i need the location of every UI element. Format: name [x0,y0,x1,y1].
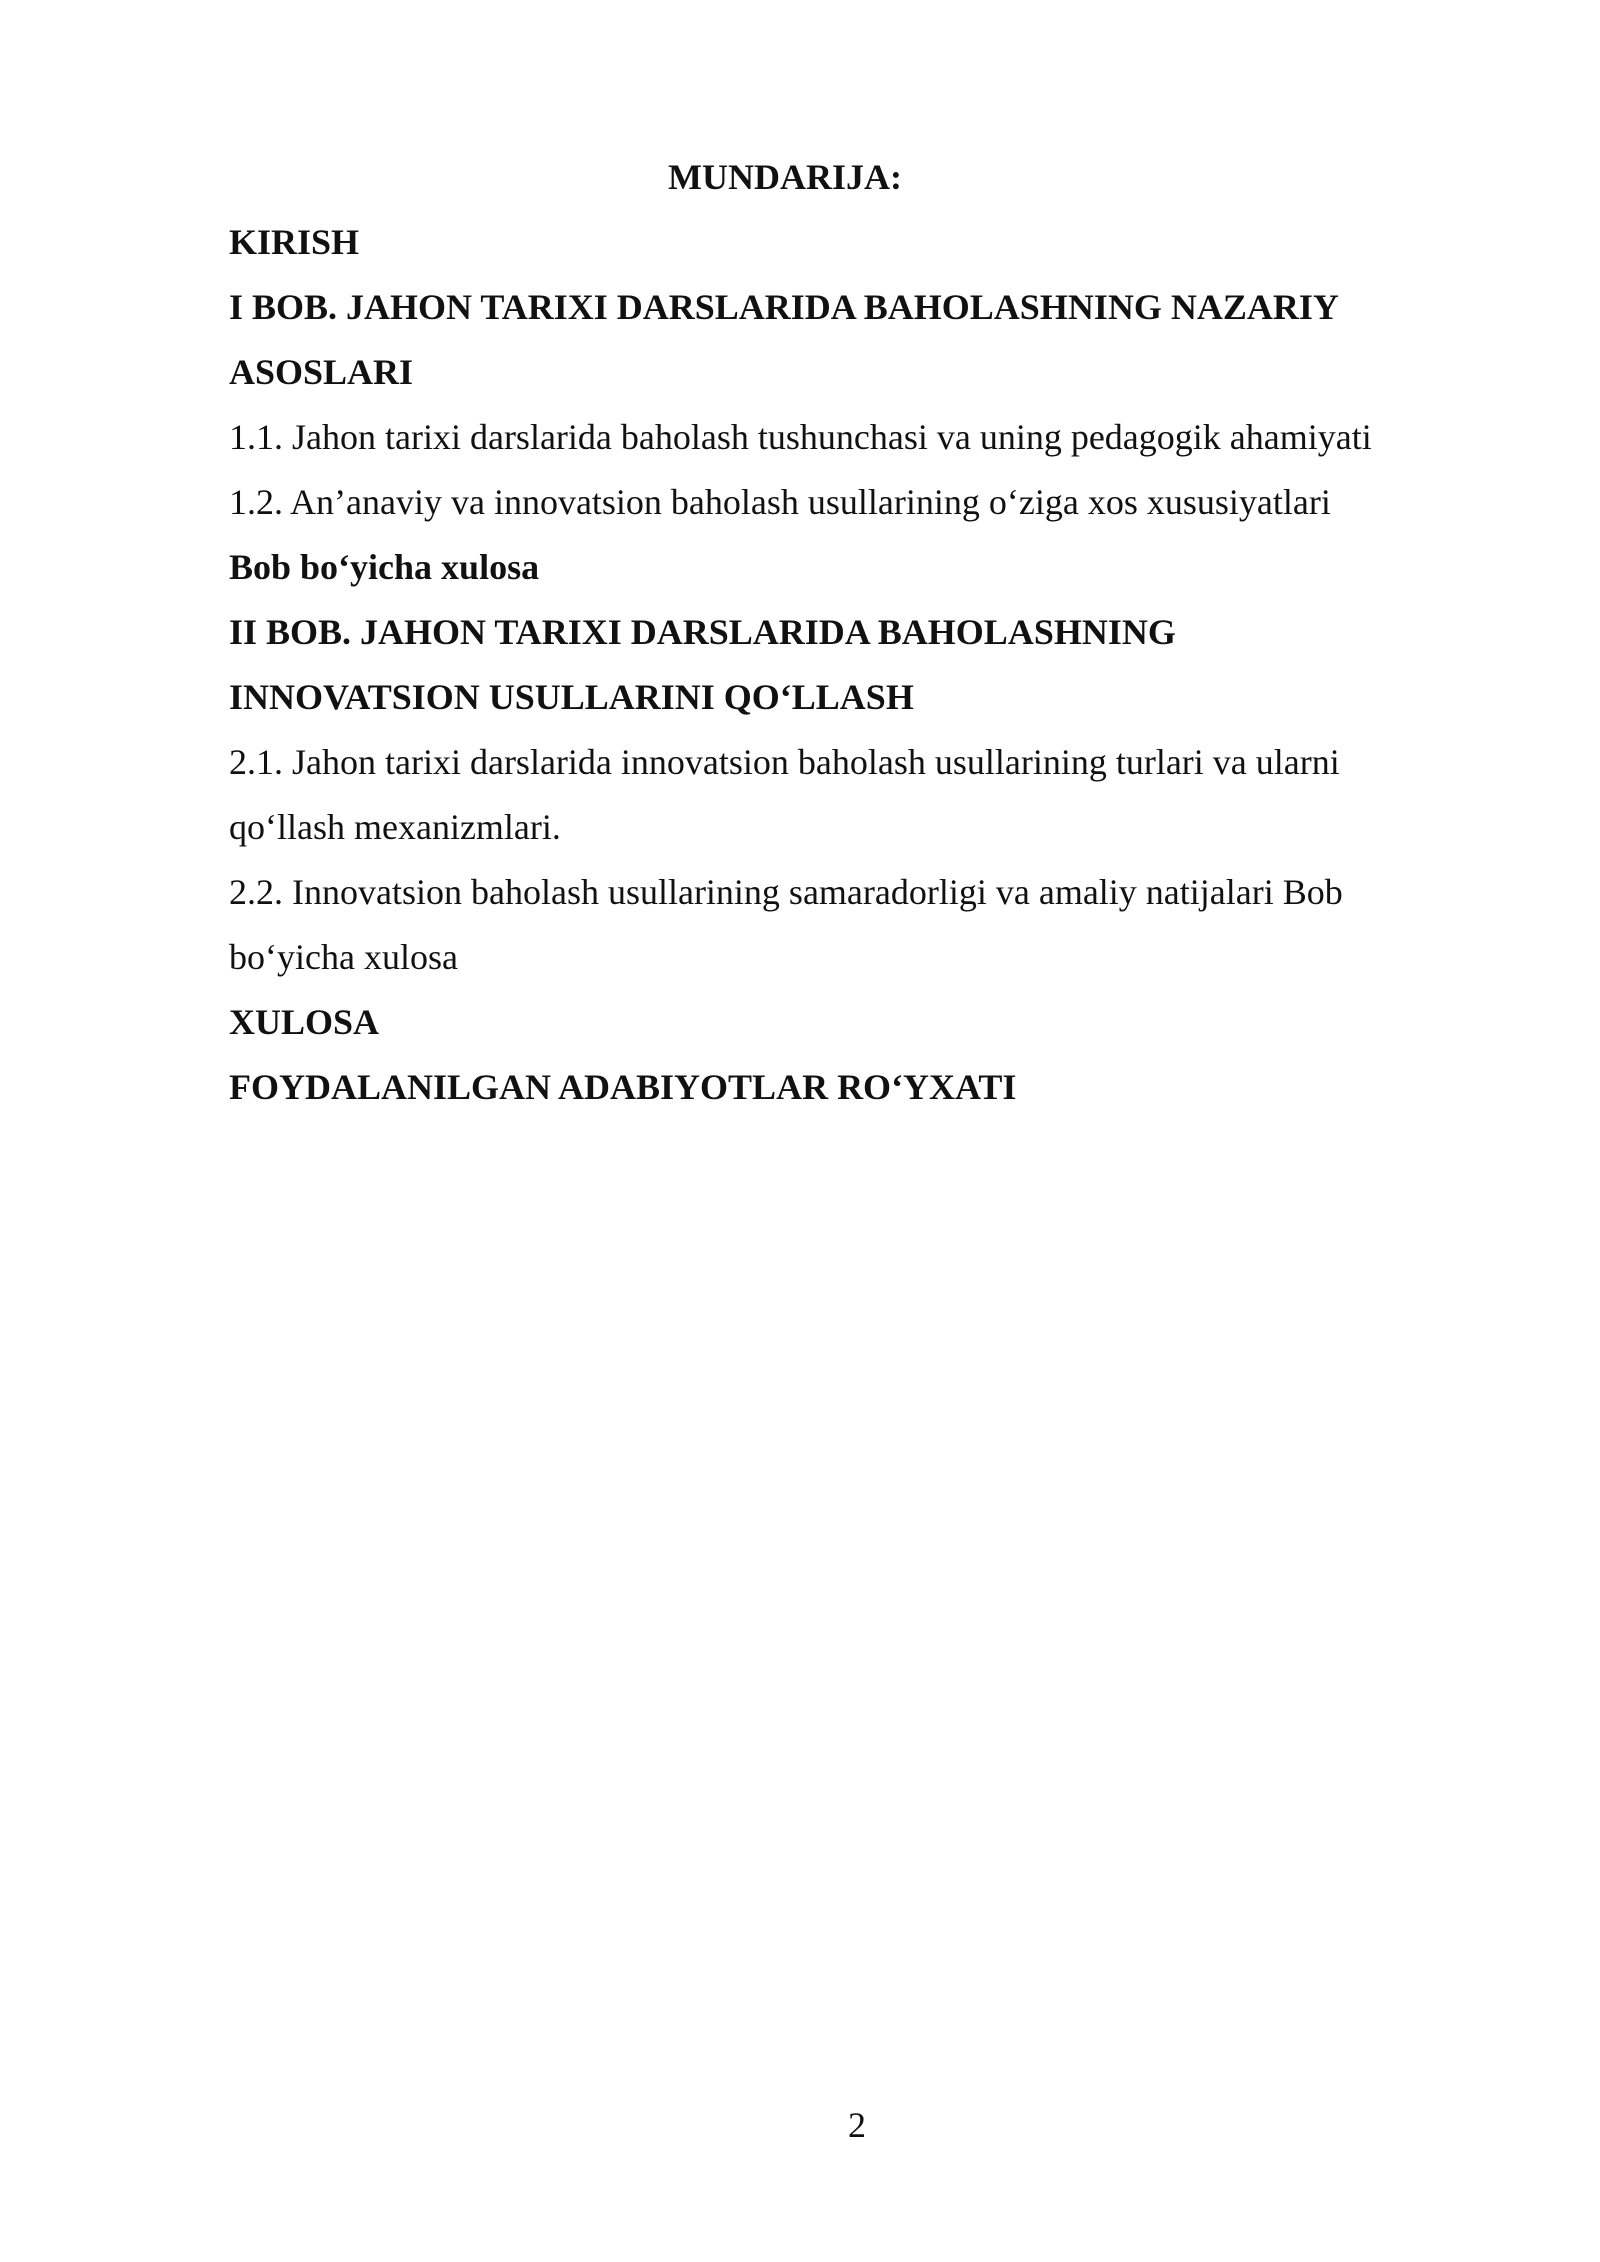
toc-entry-section-1-1: 1.1. Jahon tarixi darslarida baholash tushunchasi va uning pedagogik ahamiyati [229,417,1372,457]
toc-entry-section-2-1-line-2: qo‘llash mexanizmlari. [229,807,561,847]
toc-entry-chapter-1-conclusion: Bob bo‘yicha xulosa [229,547,540,587]
toc-entry-section-1-2: 1.2. An’anaviy va innovatsion baholash usullarining o‘ziga xos xususiyatlari [229,482,1331,522]
toc-entry-section-2-2-line-1: 2.2. Innovatsion baholash usullarining samaradorligi va amaliy natijalari Bob [229,872,1343,912]
page-number: 2 [848,2105,866,2145]
toc-title: MUNDARIJA: [668,157,902,197]
toc-entry-chapter-2-line-2: INNOVATSION USULLARINI QO‘LLASH [229,677,914,717]
toc-entry-chapter-1-line-1: I BOB. JAHON TARIXI DARSLARIDA BAHOLASHNING NAZARIY [229,287,1339,327]
table-of-contents [229,145,1429,1120]
toc-entry-chapter-1-line-2: ASOSLARI [229,352,414,392]
toc-entry-kirish: KIRISH [229,222,360,262]
toc-entry-section-2-2-line-2: bo‘yicha xulosa [229,937,458,977]
toc-list [229,210,1429,1120]
toc-entry-xulosa: XULOSA [229,1002,380,1042]
toc-entry-section-2-1-line-1: 2.1. Jahon tarixi darslarida innovatsion baholash usullarining turlari va ularni [229,742,1340,782]
toc-entry-bibliography: FOYDALANILGAN ADABIYOTLAR RO‘YXATI [229,1067,1017,1107]
toc-entry-chapter-2-line-1: II BOB. JAHON TARIXI DARSLARIDA BAHOLASHNING [229,612,1176,652]
